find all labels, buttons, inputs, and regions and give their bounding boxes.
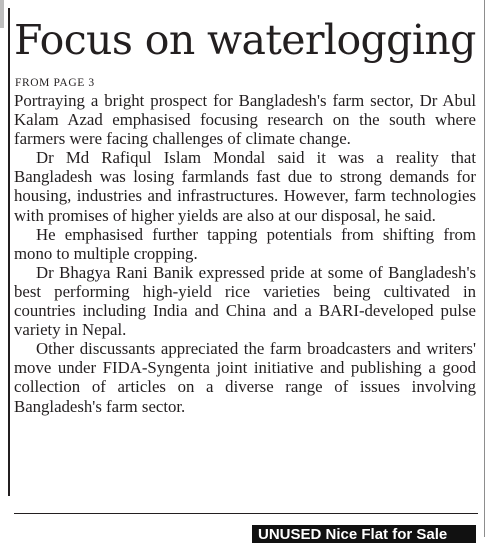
classified-ad-banner: [252, 525, 476, 543]
article-body: [14, 91, 476, 416]
article-kicker: FROM PAGE 3: [15, 77, 95, 89]
classified-ad-heading: UNUSED Nice Flat for Sale: [258, 526, 448, 543]
page-corner-shadow: [0, 0, 4, 28]
article-paragraph-1: Portraying a bright prospect for Bangladesh's farm sector, Dr Abul Kalam Azad emphasised focusing research on the south where farmers were facing challenges of climate change.: [14, 91, 476, 149]
article-headline: Focus on waterlogging: [14, 16, 476, 64]
article-paragraph-5: Other discussants appreciated the farm broadcasters and writers' move under FIDA-Syngenta joint initiative and publishing a good collection of articles on a diverse range of issues involving Bangladesh's farm sector.: [14, 339, 476, 416]
column-left-rule: [8, 8, 10, 496]
article-paragraph-4: Dr Bhagya Rani Banik expressed pride at some of Bangladesh's best performing high-yield rice varieties being cultivated in countries including India and China and a BARI-developed pulse variety in Nepal.: [14, 262, 476, 340]
article-paragraph-3: He emphasised further tapping potentials from shifting from mono to multiple cropping.: [14, 224, 476, 263]
article-end-rule: [14, 513, 478, 514]
article-paragraph-2: Dr Md Rafiqul Islam Mondal said it was a reality that Bangladesh was losing farmlands fast due to strong demands for housing, industries and infrastructures. However, farm technologies with promises of higher yields are also at our disposal, he said.: [14, 148, 476, 225]
column-right-rule: [484, 0, 485, 537]
